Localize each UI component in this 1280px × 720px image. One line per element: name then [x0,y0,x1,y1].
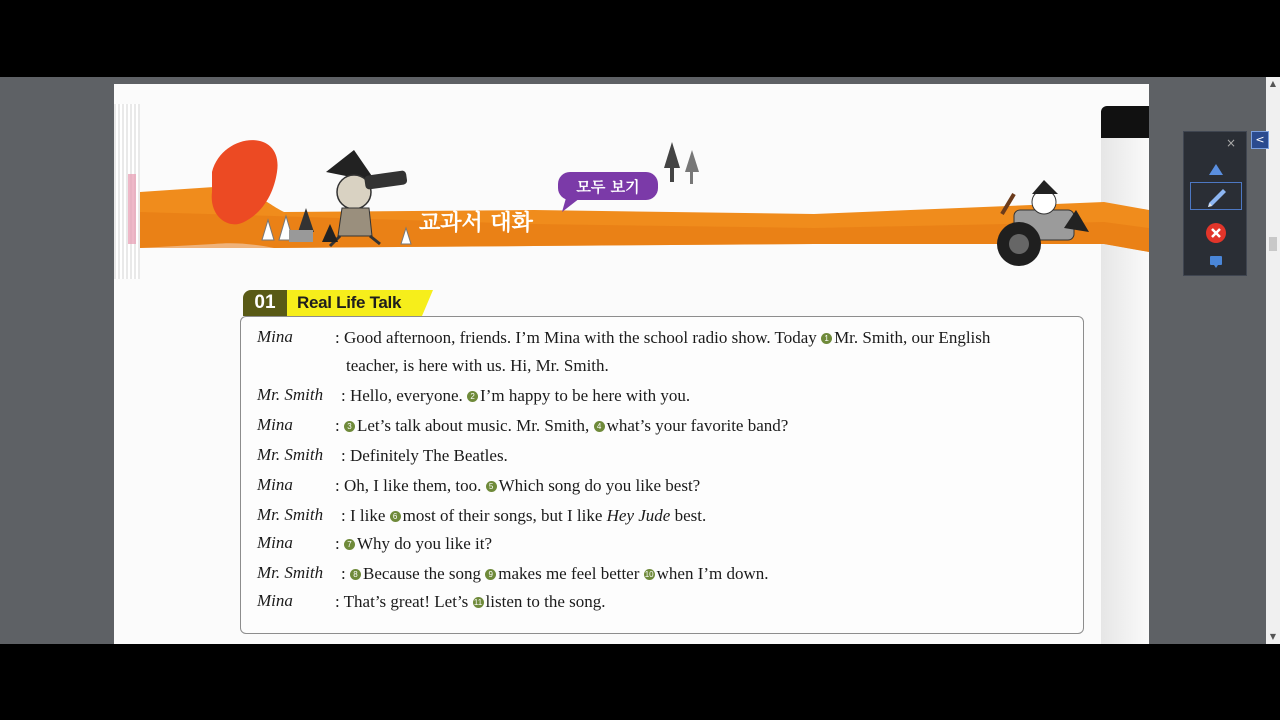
panel-collapse-button[interactable]: < [1251,131,1269,149]
dialogue-text: : [335,534,344,553]
dialogue-text: best. [670,506,707,525]
speaker-name: Mr. Smith [257,445,324,464]
scroll-down-arrow-icon[interactable]: ▼ [1269,632,1277,641]
dialogue-text: Let’s talk about music. Mr. Smith, [356,416,594,435]
top-black-bar [0,0,1280,77]
dialogue-line [341,446,508,466]
annotation-toolbar [1183,131,1247,276]
dialogue-text: : [341,564,350,583]
dialogue-line [341,564,769,584]
pen-tool-button[interactable] [1190,182,1242,210]
pill-label[interactable]: 모두 보기 [576,178,640,196]
marker-number: 6 [390,511,401,522]
scroll-thumb[interactable] [1269,237,1277,251]
toolbar-close-icon[interactable]: × [1225,136,1237,150]
dialogue-text: : I like [341,506,390,525]
marker-number: 8 [350,569,361,580]
dialogue-text: : [335,416,344,435]
dialogue-line [335,476,700,496]
comment-icon [1190,248,1242,276]
dialogue-line [341,506,706,526]
speaker-name: Mina [257,591,293,610]
textbook-page [114,84,1149,644]
dialogue-box [240,316,1084,634]
marker-number: 1 [821,333,832,344]
dialogue-text: I’m happy to be here with you. [480,386,691,405]
arrow-up-tool-button[interactable] [1190,156,1242,184]
marker-number: 4 [594,421,605,432]
dialogue-line [346,356,609,376]
dialogue-text: : Oh, I like them, too. [335,476,486,495]
speaker-name: Mr. Smith [257,563,324,582]
tree-icon [664,142,680,168]
dialogue-line [335,416,788,436]
korean-title: 교과서 대화 [419,211,533,236]
bottom-black-bar [0,644,1280,720]
marker-number: 7 [344,539,355,550]
dialogue-text: Mr. Smith, our English [834,328,991,347]
dialogue-text: listen to the song. [485,592,606,611]
section-title: Real Life Talk [287,290,422,316]
comment-tool-button[interactable] [1190,248,1242,276]
eraser-close-icon [1190,219,1242,247]
marker-number: 2 [467,391,478,402]
dialogue-text: when I’m down. [656,564,769,583]
dialogue-line [335,534,492,554]
italic-title: Hey Jude [606,506,671,525]
dialogue-text: Which song do you like best? [498,476,701,495]
arrow-up-icon [1190,156,1242,184]
dialogue-text: : Definitely The Beatles. [341,446,508,465]
dialogue-text: most of their songs, but I like [402,506,607,525]
dialogue-text: what’s your favorite band? [606,416,789,435]
marker-number: 5 [486,481,497,492]
speaker-name: Mr. Smith [257,385,324,404]
document-viewer[interactable] [0,77,1280,644]
marker-number: 9 [485,569,496,580]
dialogue-text: teacher, is here with us. Hi, Mr. Smith. [346,356,609,375]
dialogue-line [341,386,690,406]
dialogue-text: : That’s great! Let’s [335,592,473,611]
dialogue-line [335,592,606,612]
dialogue-text: Because the song [362,564,486,583]
pen-icon [1191,183,1241,209]
speaker-name: Mina [257,475,293,494]
header-banner [114,132,1149,282]
speaker-name: Mina [257,415,293,434]
marker-number: 10 [644,570,654,579]
marker-number: 11 [473,598,483,607]
speaker-name: Mina [257,533,293,552]
speaker-name: Mr. Smith [257,505,324,524]
section-title-tab [243,290,433,316]
scroll-up-arrow-icon[interactable]: ▲ [1269,79,1277,88]
clear-tool-button[interactable] [1190,219,1242,247]
dialogue-text: Why do you like it? [356,534,493,553]
speaker-name: Mina [257,327,293,346]
vertical-scrollbar[interactable] [1266,77,1280,644]
dialogue-line [335,328,990,348]
section-number: 01 [243,290,287,316]
dialogue-text: : Hello, everyone. [341,386,468,405]
dialogue-text: makes me feel better [498,564,644,583]
dialogue-text: : Good afternoon, friends. I’m Mina with the school radio show. Today [335,328,822,347]
marker-number: 3 [344,421,355,432]
